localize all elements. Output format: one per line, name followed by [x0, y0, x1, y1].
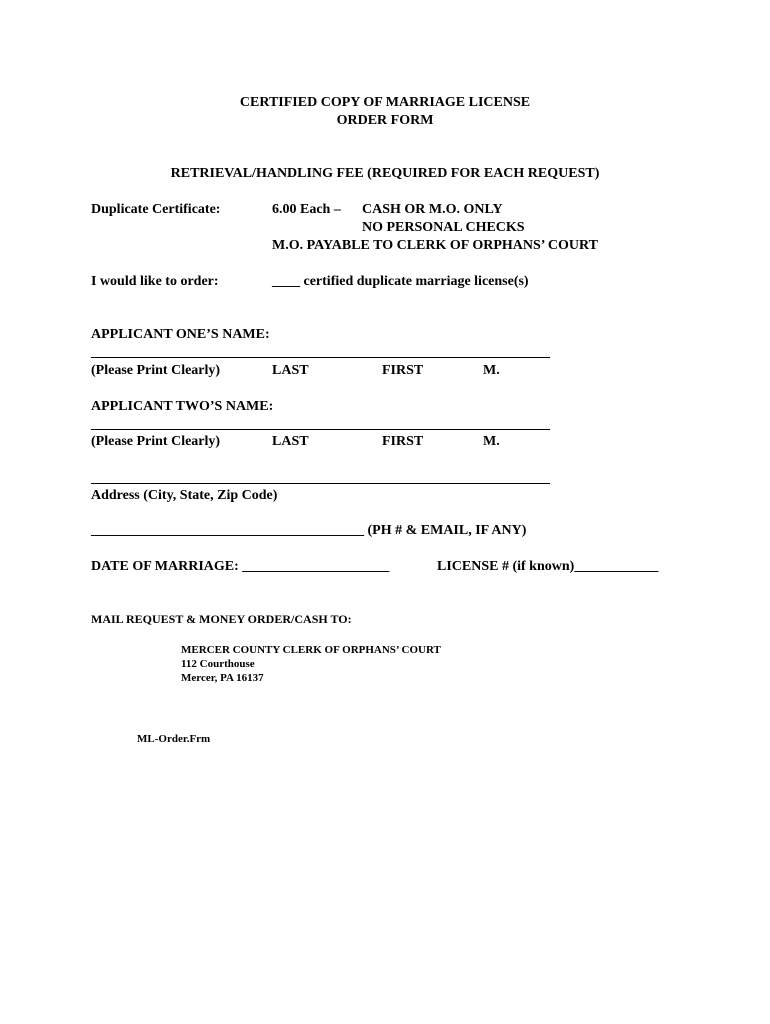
duplicate-certificate-label: Duplicate Certificate:: [91, 202, 221, 217]
applicant-one-middle-label: M.: [483, 363, 500, 378]
payment-note-3: M.O. PAYABLE TO CLERK OF ORPHANS’ COURT: [272, 238, 598, 253]
form-id: ML-Order.Frm: [137, 733, 211, 745]
applicant-one-heading: APPLICANT ONE’S NAME:: [91, 327, 270, 342]
applicant-one-hint: (Please Print Clearly): [91, 363, 221, 378]
applicant-one-first-label: FIRST: [382, 363, 424, 378]
contact-field[interactable]: _______________________________________ (PH # & EMAIL, IF ANY): [91, 523, 527, 538]
form-subtitle: ORDER FORM: [336, 113, 434, 128]
mail-address-line2: 112 Courthouse: [181, 658, 255, 670]
applicant-two-hint: (Please Print Clearly): [91, 434, 221, 449]
mail-heading: MAIL REQUEST & MONEY ORDER/CASH TO:: [91, 612, 352, 626]
form-title: CERTIFIED COPY OF MARRIAGE LICENSE: [239, 95, 531, 110]
mail-address-line1: MERCER COUNTY CLERK OF ORPHANS’ COURT: [181, 644, 441, 656]
applicant-two-name-line[interactable]: [91, 429, 550, 430]
date-of-marriage-field[interactable]: DATE OF MARRIAGE: _____________________: [91, 559, 390, 574]
applicant-two-last-label: LAST: [272, 434, 309, 449]
fee-heading: RETRIEVAL/HANDLING FEE (REQUIRED FOR EACH REQUEST): [170, 166, 600, 181]
address-label: Address (City, State, Zip Code): [91, 488, 278, 503]
applicant-two-heading: APPLICANT TWO’S NAME:: [91, 399, 274, 414]
order-label: I would like to order:: [91, 274, 219, 289]
applicant-one-name-line[interactable]: [91, 357, 550, 358]
applicant-two-first-label: FIRST: [382, 434, 424, 449]
applicant-two-middle-label: M.: [483, 434, 500, 449]
license-number-field[interactable]: LICENSE # (if known)____________: [437, 559, 659, 574]
payment-note-2: NO PERSONAL CHECKS: [362, 220, 525, 235]
payment-note-1: CASH OR M.O. ONLY: [362, 202, 503, 217]
order-quantity-field[interactable]: ____ certified duplicate marriage license(s): [272, 274, 529, 289]
address-line[interactable]: [91, 483, 550, 484]
applicant-one-last-label: LAST: [272, 363, 309, 378]
price-text: 6.00 Each –: [272, 202, 341, 217]
mail-address-line3: Mercer, PA 16137: [181, 672, 264, 684]
